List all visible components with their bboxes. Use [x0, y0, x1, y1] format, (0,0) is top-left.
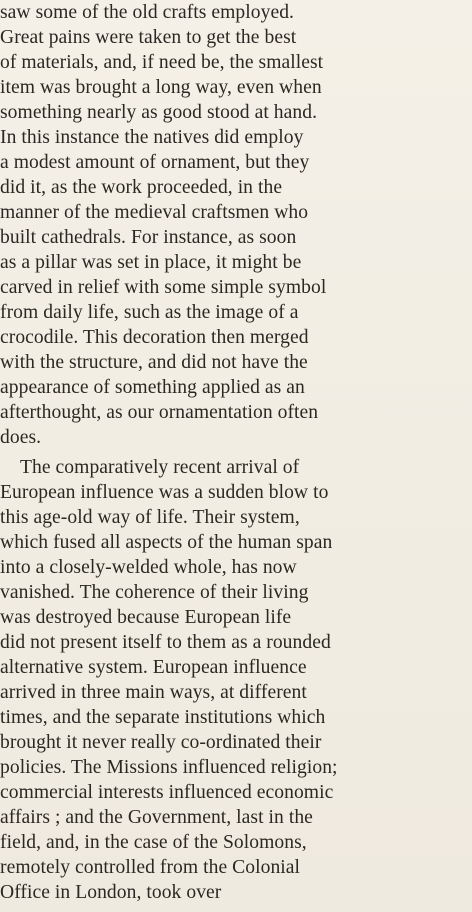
text-line: Office in London, took over — [0, 882, 222, 903]
text-line: something nearly as good stood at hand. — [0, 102, 318, 123]
text-line: vanished. The coherence of their living — [0, 582, 309, 603]
text-line: appearance of something applied as an — [0, 377, 305, 398]
text-line: In this instance the natives did employ — [0, 127, 304, 148]
text-line: did not present itself to them as a rounded — [0, 632, 331, 653]
text-line: with the structure, and did not have the — [0, 352, 308, 373]
text-line: arrived in three main ways, at different — [0, 682, 307, 703]
text-line: commercial interests influenced economic — [0, 782, 334, 803]
text-line: from daily life, such as the image of a — [0, 302, 299, 323]
text-line: which fused all aspects of the human span — [0, 532, 333, 553]
paragraph-start-line: The comparatively recent arrival of — [20, 457, 300, 478]
text-line: Great pains were taken to get the best — [0, 27, 297, 48]
text-line: brought it never really co-ordinated their — [0, 732, 322, 753]
text-line: afterthought, as our ornamentation often — [0, 402, 319, 423]
text-line: crocodile. This decoration then merged — [0, 327, 309, 348]
text-line: carved in relief with some simple symbol — [0, 277, 327, 298]
text-line: of materials, and, if need be, the smallest — [0, 52, 324, 73]
text-line: as a pillar was set in place, it might be — [0, 252, 302, 273]
text-line: field, and, in the case of the Solomons, — [0, 832, 307, 853]
text-line: saw some of the old crafts employed. — [0, 2, 294, 23]
text-line: remotely controlled from the Colonial — [0, 857, 301, 878]
text-line: into a closely-welded whole, has now — [0, 557, 297, 578]
text-line: European influence was a sudden blow to — [0, 482, 329, 503]
text-line: was destroyed because European life — [0, 607, 292, 628]
text-line: affairs ; and the Government, last in the — [0, 807, 313, 828]
text-line: built cathedrals. For instance, as soon — [0, 227, 297, 248]
text-line: a modest amount of ornament, but they — [0, 152, 310, 173]
text-line: policies. The Missions influenced religion; — [0, 757, 338, 778]
text-line: manner of the medieval craftsmen who — [0, 202, 309, 223]
text-line: times, and the separate institutions which — [0, 707, 326, 728]
text-line: this age-old way of life. Their system, — [0, 507, 300, 528]
text-line: item was brought a long way, even when — [0, 77, 322, 98]
text-line: does. — [0, 427, 42, 448]
text-line: did it, as the work proceeded, in the — [0, 177, 283, 198]
text-line: alternative system. European influence — [0, 657, 307, 678]
